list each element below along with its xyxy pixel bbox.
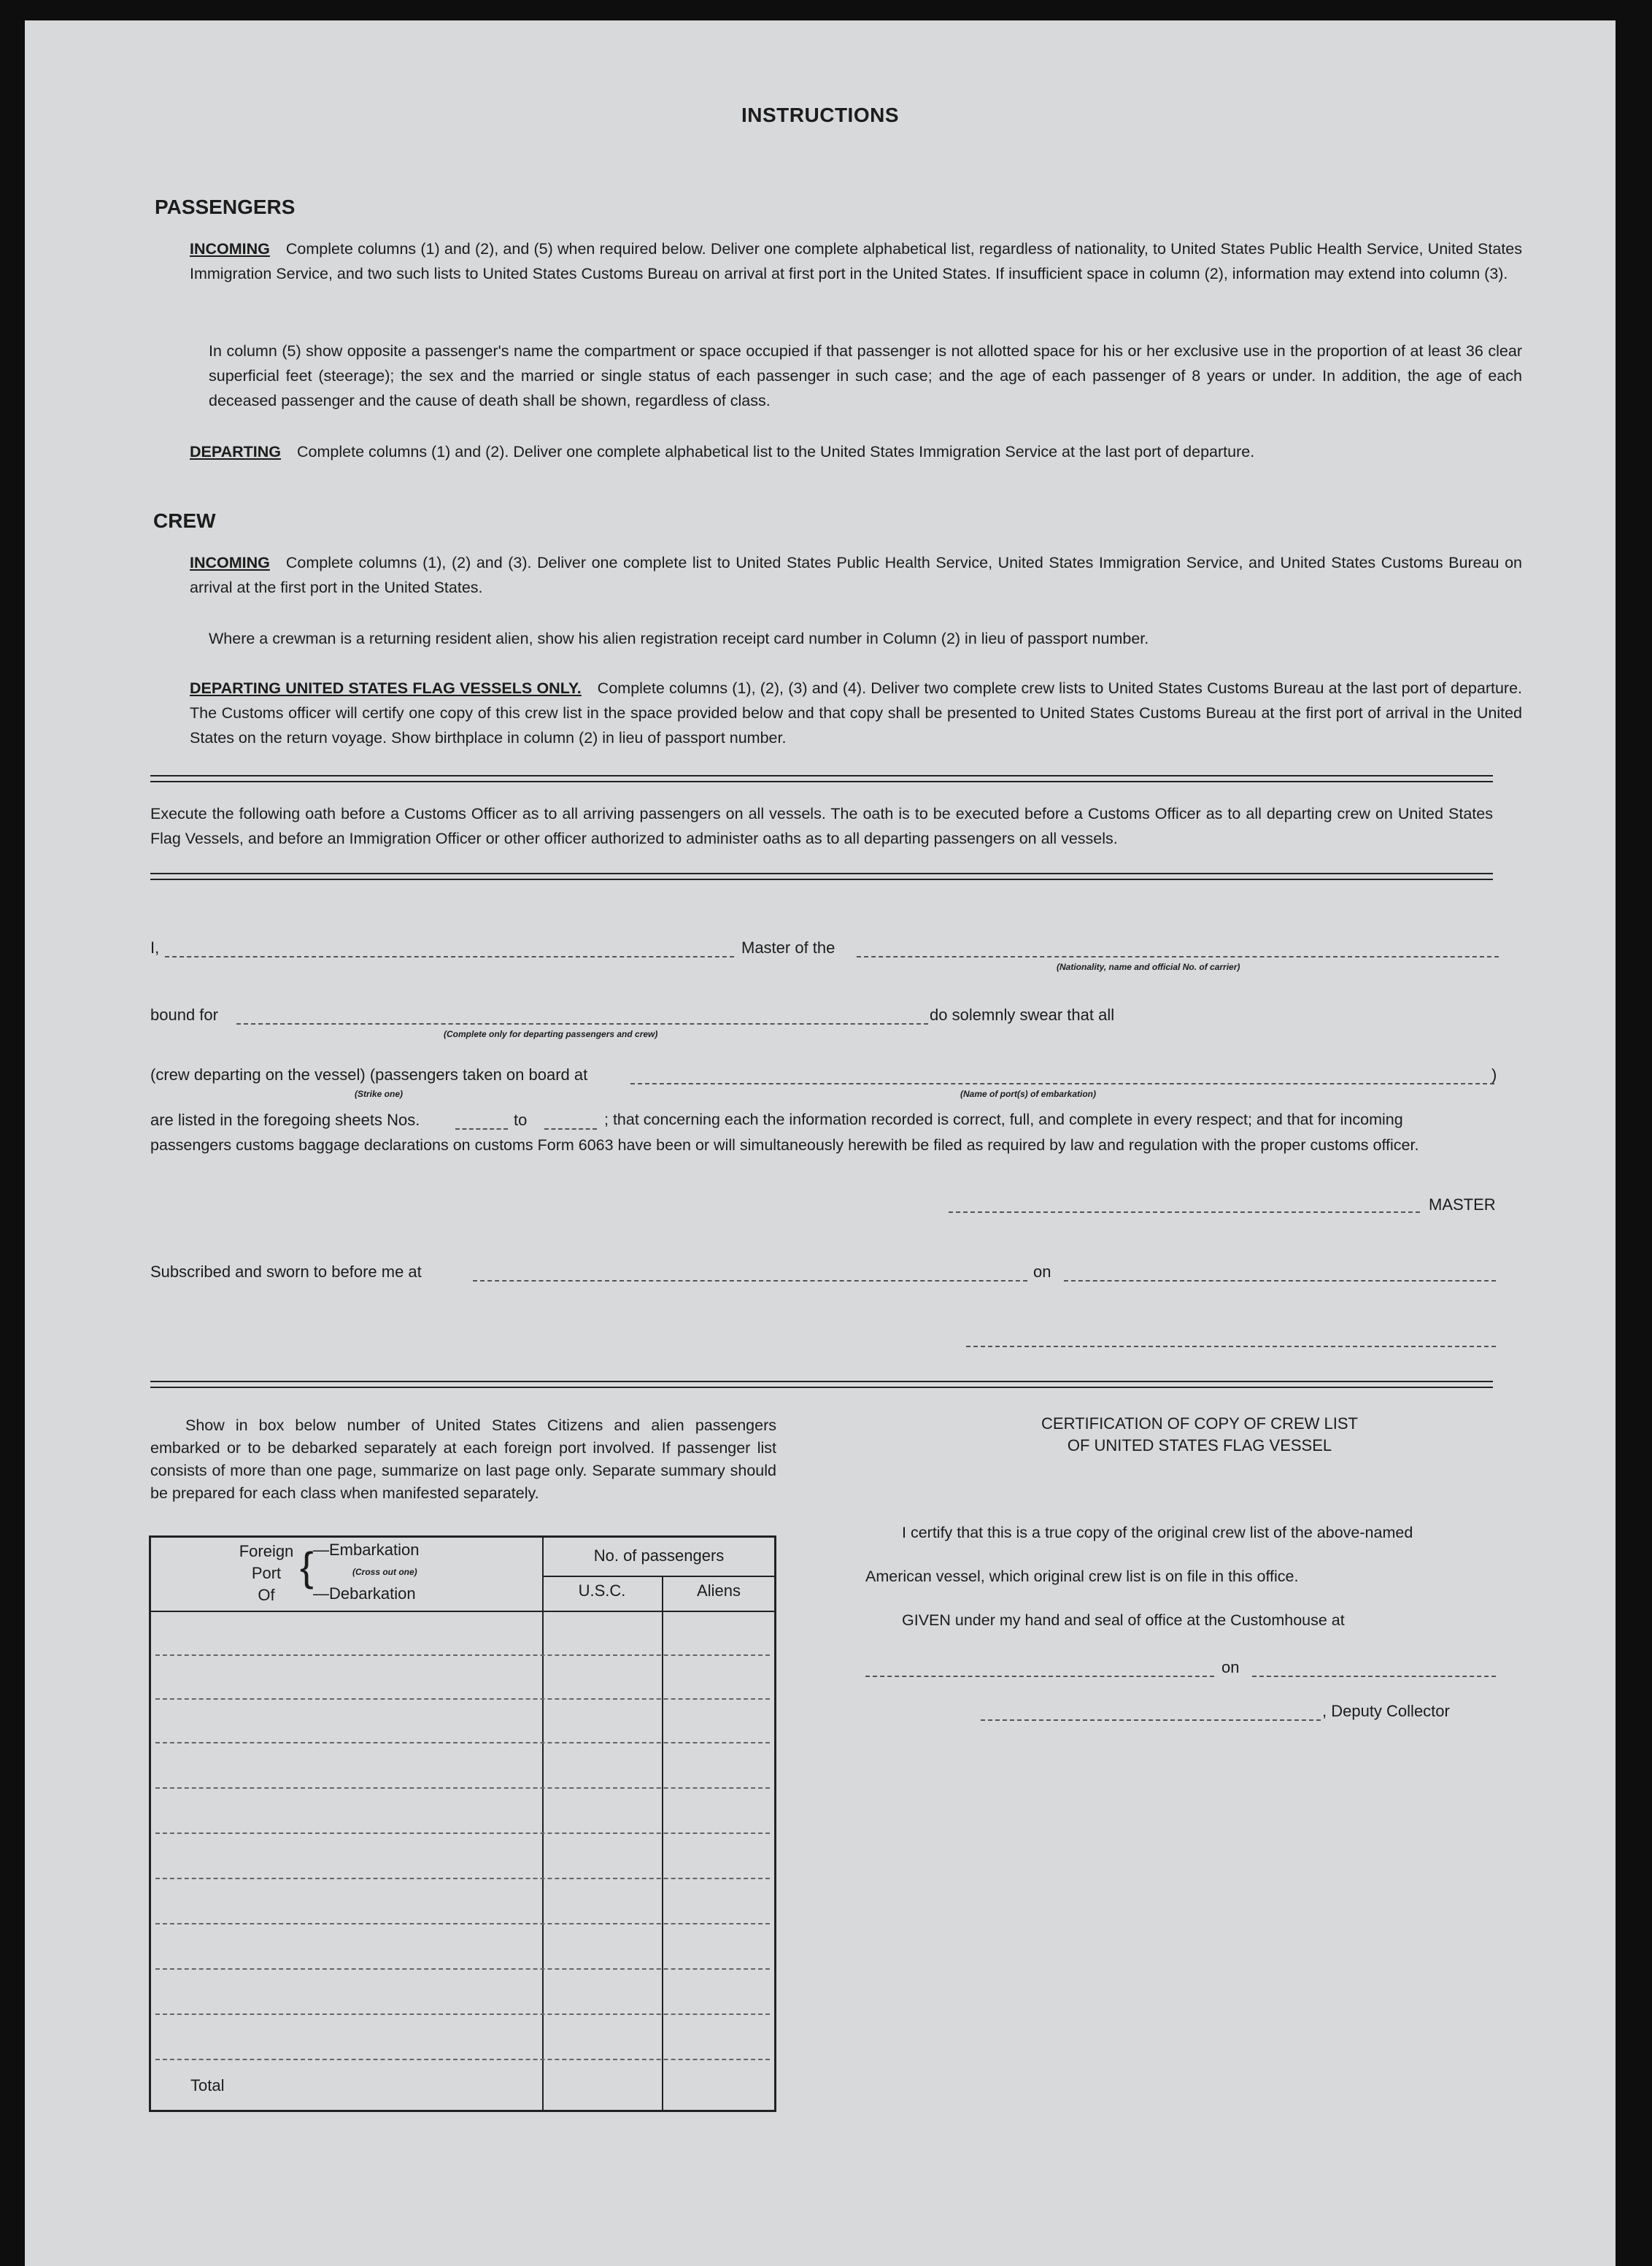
section-divider xyxy=(150,873,1493,880)
carrier-field[interactable] xyxy=(857,956,1499,957)
listed-label: are listed in the foregoing sheets Nos. xyxy=(150,1111,420,1129)
table-row[interactable] xyxy=(155,1923,770,1924)
cert-on-label: on xyxy=(1221,1658,1240,1676)
crew-departing-line: (crew departing on the vessel) (passengers taken on board at xyxy=(150,1065,588,1084)
certification-heading-line-1: CERTIFICATION OF COPY OF CREW LIST xyxy=(1041,1414,1358,1433)
table-row[interactable] xyxy=(155,1698,770,1700)
passengers-incoming-text: Complete columns (1) and (2), and (5) when required below. Deliver one complete alphabetical list, regardless of nationality, to United States Public Health Service, United States Immigration Service, and two such lists to United States Customs Bureau on arrival at first port in the United States. If insufficient space in column (2), information may extend into column (3). xyxy=(190,240,1522,282)
no-passengers-header: No. of passengers xyxy=(593,1546,725,1565)
listed-text: ; that concerning each the information recorded is correct, full, and complete in every respect; and that for incoming xyxy=(604,1111,1403,1128)
bound-note: (Complete only for departing passengers and crew) xyxy=(444,1029,658,1039)
ports-note: (Name of port(s) of embarkation) xyxy=(960,1089,1097,1099)
close-paren: ) xyxy=(1491,1065,1497,1084)
bound-for-label: bound for xyxy=(150,1006,218,1024)
oath-intro: Execute the following oath before a Customs Officer as to all arriving passengers on all vessels. The oath is to be executed before a Customs Officer as to all departing crew on United States Flag Vessels, and before an Immigration Officer or other officer authorized to administer oaths as to all departing passengers on all vessels. xyxy=(150,805,1493,847)
crew-incoming-text: Complete columns (1), (2) and (3). Deliver one complete list to United States Public Health Service, United States Immigration Service, and United States Customs Bureau on arrival at the first port in the United States. xyxy=(190,554,1522,596)
passengers-departing-text: Complete columns (1) and (2). Deliver one complete alphabetical list to the United States Immigration Service at the last port of departure. xyxy=(297,443,1255,460)
total-label: Total xyxy=(190,2076,225,2094)
debarkation-label: —Debarkation xyxy=(313,1584,416,1603)
passengers-departing-paragraph xyxy=(190,439,1522,464)
certify-line-1: I certify that this is a true copy of the original crew list of the above-named xyxy=(902,1524,1413,1541)
crew-heading: CREW xyxy=(153,509,216,532)
on-label: on xyxy=(1033,1263,1051,1281)
sworn-date-field[interactable] xyxy=(1064,1280,1496,1282)
subscribed-label: Subscribed and sworn to before me at xyxy=(150,1263,422,1281)
table-header-divider xyxy=(542,1576,774,1577)
page-title: INSTRUCTIONS xyxy=(741,104,899,126)
section-divider xyxy=(150,775,1493,782)
usc-header: U.S.C. xyxy=(578,1581,626,1600)
of-word: Of xyxy=(258,1586,275,1604)
strike-note: (Strike one) xyxy=(355,1089,404,1099)
crew-resident-paragraph: Where a crewman is a returning resident alien, show his alien registration receipt card number in Column (2) in lieu of passport number. xyxy=(209,630,1149,647)
crew-departing-text: Complete columns (1), (2), (3) and (4). Deliver two complete crew lists to United States Customs Bureau at the last port of departure. The Customs officer will certify one copy of this crew list in the space provided below and that copy shall be presented to United States Customs Bureau at the first port of arrival in the United States on the return voyage. Show birthplace in column (2) in lieu of passport number. xyxy=(190,679,1522,747)
passengers-incoming-label: INCOMING xyxy=(190,240,270,258)
table-col-divider xyxy=(542,1538,544,2110)
aliens-header: Aliens xyxy=(697,1581,741,1600)
table-row[interactable] xyxy=(155,1742,770,1743)
bound-for-field[interactable] xyxy=(236,1023,928,1025)
customhouse-field[interactable] xyxy=(865,1676,1214,1677)
crew-incoming-paragraph xyxy=(190,550,1522,600)
officer-signature-field[interactable] xyxy=(966,1346,1496,1347)
sheet-to-field[interactable] xyxy=(544,1128,597,1130)
cert-date-field[interactable] xyxy=(1252,1676,1496,1677)
foreign-word: Foreign xyxy=(239,1542,294,1560)
table-header-bottom xyxy=(151,1611,774,1612)
foreign-port-label xyxy=(237,1541,296,1606)
table-row[interactable] xyxy=(155,1878,770,1879)
carrier-note: (Nationality, name and official No. of carrier) xyxy=(1057,962,1240,972)
table-row[interactable] xyxy=(155,1968,770,1970)
oath-i-label: I, xyxy=(150,939,160,957)
certification-heading xyxy=(879,1413,1521,1457)
form-page xyxy=(25,20,1616,2266)
passengers-departing-label: DEPARTING xyxy=(190,443,282,460)
table-row[interactable] xyxy=(155,2059,770,2060)
table-row[interactable] xyxy=(155,1833,770,1834)
embarkation-ports-field[interactable] xyxy=(630,1083,1494,1084)
brace-icon: { xyxy=(300,1544,314,1589)
passengers-column5-paragraph: In column (5) show opposite a passenger's name the compartment or space occupied if that passenger is not allotted space for his or her exclusive use in the proportion of at least 36 clear superficial feet (steerage); the sex and the married or single status of each passenger in such case; and the age of each passenger of 8 years or under. In addition, the age of each deceased passenger and the cause of death shall be shown, regardless of class. xyxy=(209,342,1522,409)
embarkation-label: —Embarkation xyxy=(313,1541,420,1559)
crew-departing-paragraph xyxy=(190,676,1522,750)
master-label: MASTER xyxy=(1429,1195,1496,1214)
crew-departing-label: DEPARTING UNITED STATES FLAG VESSELS ONLY. xyxy=(190,679,582,697)
deputy-collector-label: , Deputy Collector xyxy=(1322,1702,1450,1720)
table-row[interactable] xyxy=(155,1654,770,1656)
crew-incoming-label: INCOMING xyxy=(190,554,270,571)
passengers-heading: PASSENGERS xyxy=(155,196,296,218)
passenger-summary-table xyxy=(149,1535,776,2112)
sworn-place-field[interactable] xyxy=(473,1280,1027,1282)
port-word: Port xyxy=(251,1564,282,1582)
to-label: to xyxy=(514,1111,528,1129)
cross-out-note: (Cross out one) xyxy=(352,1567,417,1577)
certify-line-2: American vessel, which original crew list is on file in this office. xyxy=(865,1568,1299,1585)
certification-heading-line-2: OF UNITED STATES FLAG VESSEL xyxy=(1067,1436,1332,1454)
section-divider xyxy=(150,1381,1493,1388)
master-of-label: Master of the xyxy=(741,939,835,957)
deputy-signature-field[interactable] xyxy=(981,1719,1321,1721)
swear-text: do solemnly swear that all xyxy=(930,1006,1115,1024)
master-name-field[interactable] xyxy=(165,956,734,957)
listed-rest: passengers customs baggage declarations on customs Form 6063 have been or will simultaneously herewith be filed as required by law and regulation with the proper customs officer. xyxy=(150,1136,1419,1154)
sheet-from-field[interactable] xyxy=(455,1128,508,1130)
certify-line-3: GIVEN under my hand and seal of office at the Customhouse at xyxy=(902,1611,1345,1629)
table-row[interactable] xyxy=(155,1787,770,1789)
passengers-incoming-paragraph xyxy=(190,236,1522,286)
master-signature-field[interactable] xyxy=(949,1211,1420,1213)
summary-intro: Show in box below number of United States Citizens and alien passengers embarked or to be debarked separately at each foreign port involved. If passenger list consists of more than one page, summarize on last page only. Separate summary should be prepared for each class when manifested separately. xyxy=(150,1417,776,1502)
table-row[interactable] xyxy=(155,2013,770,2015)
